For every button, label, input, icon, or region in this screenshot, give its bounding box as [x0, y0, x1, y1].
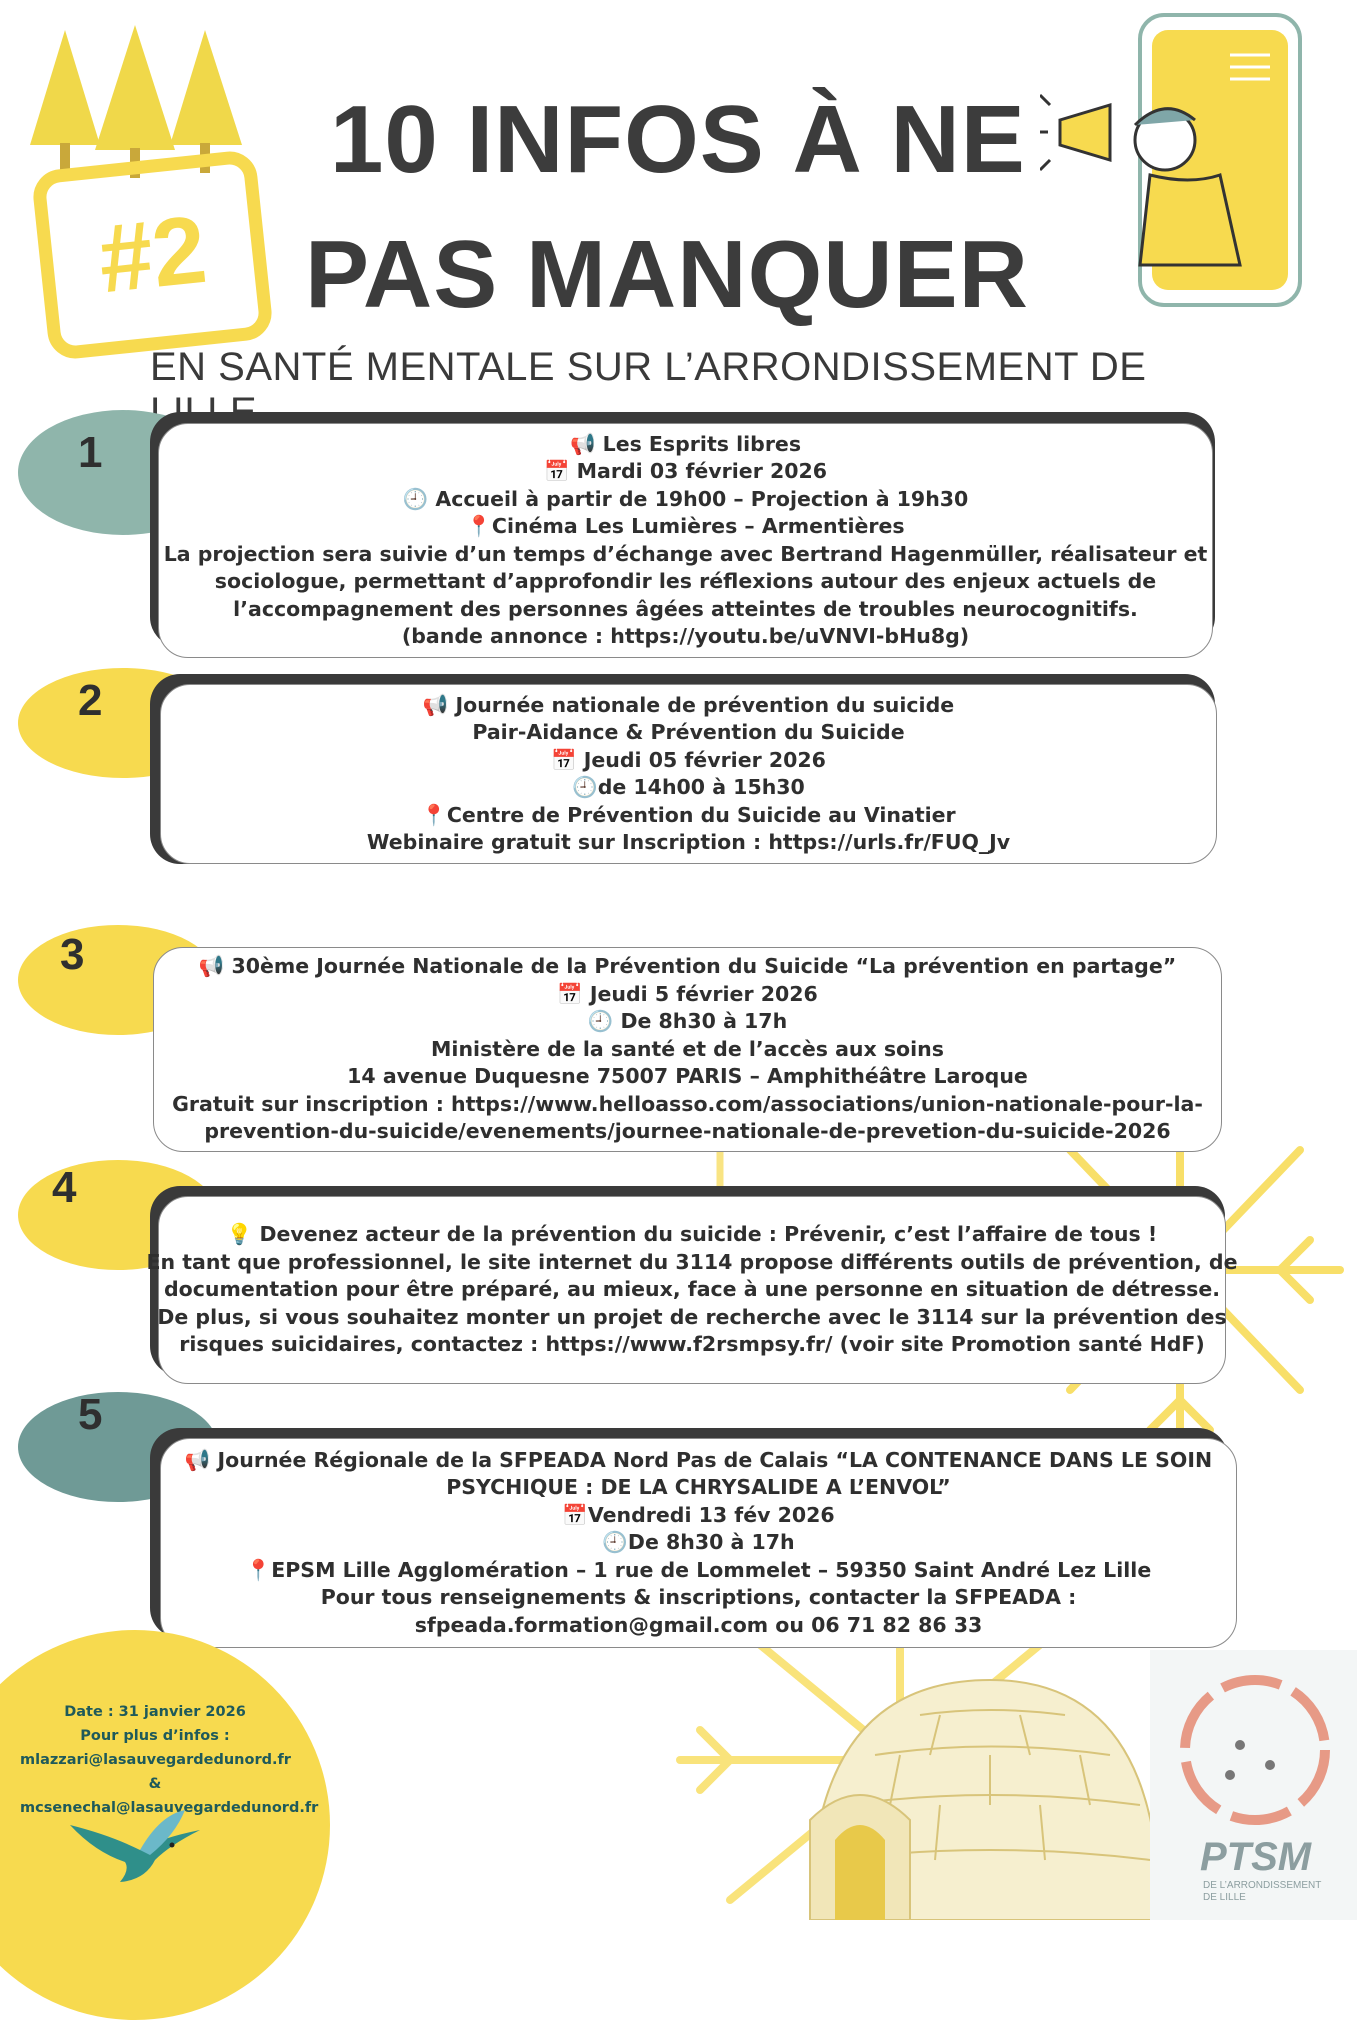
item-2-line-2: Pair-Aidance & Prévention du Suicide: [472, 720, 905, 744]
item-1-date: Mardi 03 février 2026: [576, 459, 828, 483]
item-4-line-1: [227, 1221, 1157, 1249]
item-5-location: EPSM Lille Agglomération – 1 rue de Lommelet – 59350 Saint André Lez Lille: [271, 1557, 1152, 1582]
page-title-line2: PAS MANQUER: [305, 221, 1029, 328]
item-1-line-1: [570, 431, 801, 459]
item-3-title: 30ème Journée Nationale de la Prévention du Suicide “La prévention en partage”: [231, 954, 1177, 979]
item-5-line-7[interactable]: sfpeada.formation@gmail.com ou 06 71 82 86 33: [414, 1612, 983, 1637]
edition-badge: [31, 149, 275, 361]
footer-contact: [20, 1700, 319, 1820]
footer-date: Date : 31 janvier 2026: [64, 1704, 246, 1720]
item-5-line-2: PSYCHIQUE : DE LA CHRYSALIDE A L’ENVOL”: [446, 1475, 951, 1500]
item-2-date: Jeudi 05 février 2026: [583, 747, 826, 772]
phone-megaphone-illustration: [1040, 10, 1310, 310]
item-1-line-6: sociologue, permettant d’approfondir les réflexions autour des enjeux actuels de: [214, 569, 1157, 593]
item-5-line-3: [562, 1502, 834, 1530]
item-3-card: [153, 947, 1222, 1152]
item-1-line-8[interactable]: (bande annonce : https://youtu.be/uVNVI-bHu8g): [401, 624, 970, 648]
item-1-line-3: [403, 486, 969, 514]
item-2-card: [160, 684, 1217, 864]
item-5-line-5: [246, 1557, 1151, 1585]
item-2-line-6[interactable]: Webinaire gratuit sur Inscription : https://urls.fr/FUQ_Jv: [366, 830, 1011, 854]
megaphone-icon: 📢: [184, 1447, 211, 1472]
page-subtitle: EN SANTÉ MENTALE SUR L’ARRONDISSEMENT DE: [150, 345, 1147, 389]
item-5-number: 5: [78, 1390, 103, 1439]
item-2-line-4: [572, 774, 805, 802]
clock-icon: 🕘: [402, 486, 429, 511]
ptsm-logo-name: PTSM: [1200, 1835, 1312, 1879]
item-2-time: de 14h00 à 15h30: [597, 775, 805, 799]
ptsm-logo-tagline-1: DE L’ARRONDISSEMENT: [1203, 1880, 1322, 1891]
item-3-time: De 8h30 à 17h: [620, 1009, 788, 1034]
item-5-time: De 8h30 à 17h: [627, 1530, 795, 1555]
calendar-icon: 📅: [557, 981, 583, 1006]
item-4-card: [146, 1196, 1238, 1384]
hummingbird-illustration: [60, 1805, 210, 1885]
item-4-line-3: documentation pour être préparé, au mieux, face à une personne en situation de détresse.: [163, 1277, 1221, 1302]
item-5-line-4: [602, 1529, 794, 1557]
item-2-line-5: [421, 802, 955, 830]
calendar-icon: 📅: [551, 747, 577, 772]
clock-icon: 🕘: [587, 1009, 614, 1034]
edition-badge-text: #2: [93, 195, 212, 314]
item-1-line-5: La projection sera suivie d’un temps d’échange avec Bertrand Hagenmüller, réalisateur et: [163, 541, 1208, 566]
item-1-time: Accueil à partir de 19h00 – Projection à 19h30: [435, 486, 969, 511]
item-3-line-4: Ministère de la santé et de l’accès aux soins: [431, 1036, 944, 1061]
footer-more-info: Pour plus d’infos :: [80, 1728, 230, 1744]
item-4-line-4: De plus, si vous souhaitez monter un projet de recherche avec le 3114 sur la prévention des: [157, 1304, 1227, 1329]
item-3-number: 3: [60, 930, 85, 979]
item-3-line-5: 14 avenue Duquesne 75007 PARIS – Amphithéâtre Laroque: [347, 1064, 1028, 1089]
item-5-line-6: Pour tous renseignements & inscriptions, contacter la SFPEADA :: [320, 1585, 1077, 1610]
footer-email-1[interactable]: mlazzari@lasauvegardedunord.fr: [20, 1752, 291, 1768]
item-2-line-1: [423, 692, 954, 720]
item-4-number: 4: [52, 1163, 77, 1212]
ptsm-logo-tagline-2: DE LILLE: [1203, 1892, 1246, 1903]
item-1-card: [158, 423, 1213, 658]
pin-icon: 📍: [245, 1557, 272, 1582]
item-5-title: Journée Régionale de la SFPEADA Nord Pas de Calais “LA CONTENANCE DANS LE SOIN: [217, 1447, 1213, 1472]
item-2-title: Journée nationale de prévention du suicide: [455, 692, 955, 717]
igloo-illustration: [790, 1660, 1170, 1920]
item-4-title: Devenez acteur de la prévention du suicide : Prévenir, c’est l’affaire de tous !: [259, 1222, 1158, 1247]
item-3-line-3: [588, 1008, 787, 1036]
lightbulb-icon: 💡: [226, 1222, 253, 1247]
clock-icon: 🕘: [572, 775, 598, 799]
pin-icon: 📍: [466, 514, 492, 538]
item-3-date: Jeudi 5 février 2026: [589, 981, 818, 1006]
item-2-location: Centre de Prévention du Suicide au Vinatier: [446, 802, 956, 827]
item-1-title: Les Esprits libres: [602, 431, 802, 456]
item-2-line-3: [551, 747, 826, 775]
megaphone-icon: 📢: [422, 692, 449, 717]
megaphone-icon: 📢: [569, 431, 596, 456]
item-3-line-1: [199, 953, 1176, 981]
item-5-date: Vendredi 13 fév 2026: [587, 1502, 835, 1527]
page-title-line1: 10 INFOS À NE: [330, 86, 1026, 193]
item-1-line-7: l’accompagnement des personnes âgées atteintes de troubles neurocognitifs.: [233, 596, 1138, 621]
calendar-icon: 📅: [543, 459, 570, 483]
item-4-line-2: En tant que professionnel, le site internet du 3114 propose différents outils de prévention, de: [146, 1249, 1238, 1274]
item-1-number: 1: [78, 428, 103, 477]
calendar-icon: 📅: [562, 1502, 588, 1527]
item-2-number: 2: [78, 676, 103, 725]
item-5-card: [160, 1438, 1237, 1648]
item-5-line-1: [185, 1447, 1212, 1475]
footer-email-2[interactable]: mcsenechal@lasauvegardedunord.fr: [20, 1800, 319, 1816]
item-1-line-2: [544, 458, 827, 486]
megaphone-icon: 📢: [198, 954, 225, 979]
ptsm-logo-ring: [1170, 1665, 1340, 1835]
footer-ampersand: &: [148, 1776, 162, 1792]
item-4-line-5[interactable]: risques suicidaires, contactez : https://www.f2rsmpsy.fr/ (voir site Promotion santé HdF): [179, 1332, 1205, 1357]
item-1-line-4: [466, 513, 904, 541]
item-1-location: Cinéma Les Lumières – Armentières: [491, 514, 905, 538]
item-3-line-2: [557, 981, 818, 1009]
item-3-line-6[interactable]: Gratuit sur inscription : https://www.helloasso.com/associations/union-nationale-pour-la-: [172, 1091, 1203, 1116]
item-3-line-7[interactable]: prevention-du-suicide/evenements/journee-nationale-de-prevetion-du-suicide-2026: [204, 1119, 1171, 1144]
pin-icon: 📍: [421, 802, 447, 827]
clock-icon: 🕘: [602, 1530, 628, 1555]
